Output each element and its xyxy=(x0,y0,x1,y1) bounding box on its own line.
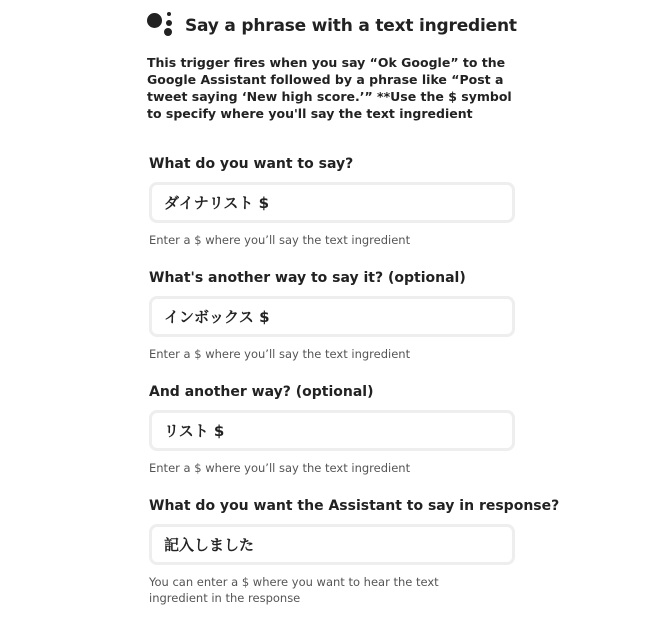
phrase-help-text: Enter a $ where you’ll say the text ingredient xyxy=(149,233,411,247)
response-label: What do you want the Assistant to say in response? xyxy=(149,498,560,514)
google-assistant-icon xyxy=(147,12,177,40)
trigger-description: This trigger fires when you say “Ok Google” to the Google Assistant followed by a phrase like “Post a tweet saying ‘New high score.’” **Use the $ symbol to specify where you'll say the text ingredient xyxy=(147,55,512,121)
response-input[interactable] xyxy=(149,524,515,565)
phrase-label: What do you want to say? xyxy=(149,156,354,172)
alt-phrase-label: What's another way to say it? (optional) xyxy=(149,270,466,286)
trigger-header xyxy=(147,12,517,40)
alt-phrase-input[interactable] xyxy=(149,296,515,337)
page-title: Say a phrase with a text ingredient xyxy=(185,16,517,36)
phrase-field xyxy=(149,154,516,248)
phrase-input-value[interactable]: ダイナリスト $ xyxy=(164,194,270,212)
phrase-input[interactable] xyxy=(149,182,515,223)
third-phrase-label: And another way? (optional) xyxy=(149,384,374,400)
third-phrase-field xyxy=(149,382,516,476)
response-field xyxy=(149,496,560,606)
alt-phrase-help-text: Enter a $ where you’ll say the text ingredient xyxy=(149,347,411,361)
third-phrase-help-text: Enter a $ where you’ll say the text ingredient xyxy=(149,461,411,475)
alt-phrase-field xyxy=(149,268,516,362)
third-phrase-input[interactable] xyxy=(149,410,515,451)
response-input-value[interactable]: 記入しました xyxy=(164,536,255,554)
alt-phrase-input-value[interactable]: インボックス $ xyxy=(164,308,270,326)
response-help-text: You can enter a $ where you want to hear the text ingredient in the response xyxy=(149,575,439,605)
third-phrase-input-value[interactable]: リスト $ xyxy=(164,422,225,440)
